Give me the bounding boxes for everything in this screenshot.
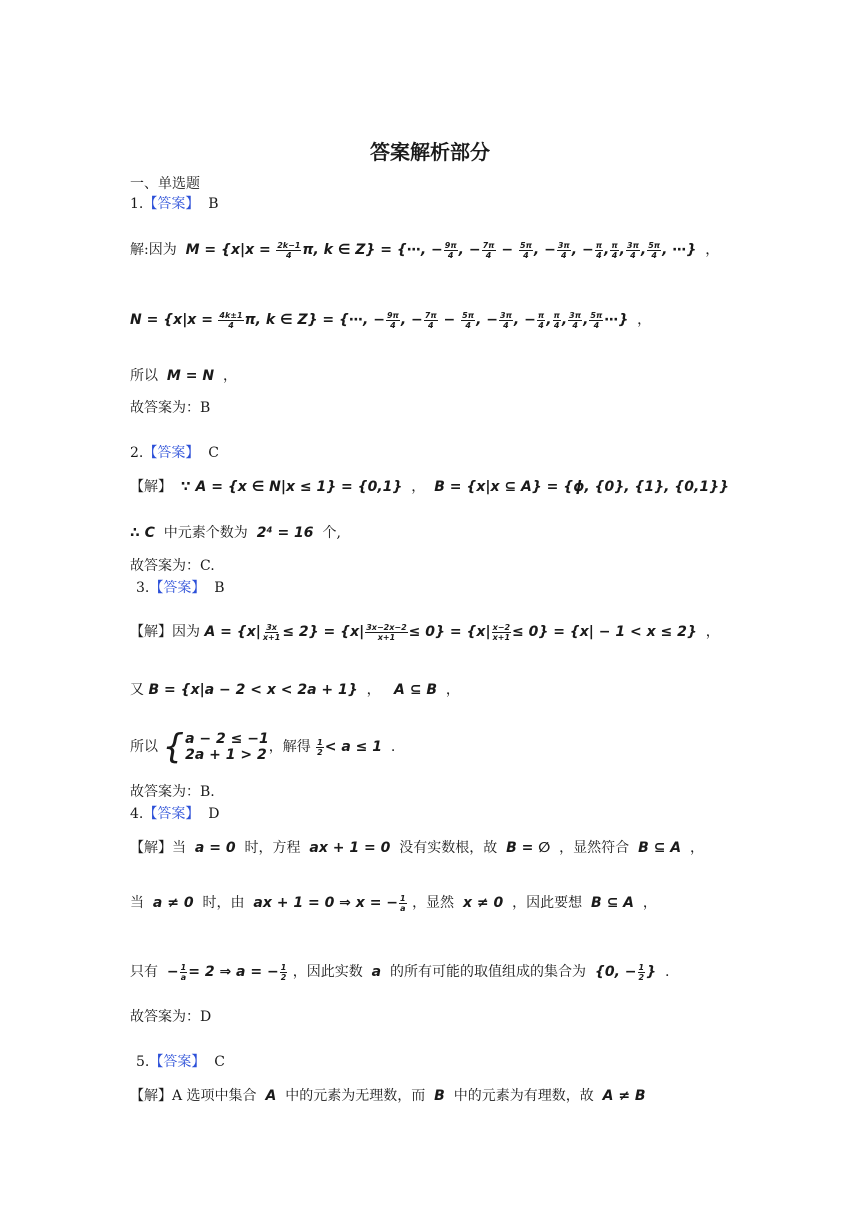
- q2-final: 故答案为：C.: [130, 558, 215, 574]
- q3-solution-b: 又 B = {x|a − 2 < x < 2a + 1} ， A ⊆ B ，: [130, 682, 460, 698]
- fraction: $\frac{2k-1}{4}$: [277, 240, 301, 260]
- fraction: $\frac{3x}{x+1}$: [262, 622, 281, 642]
- q4-solution-l1: 【解】当 a = 0 时，方程 ax + 1 = 0 没有实数根，故 B = ∅ ，显然符合 B ⊆ A ，: [130, 840, 704, 856]
- fraction: $\frac{3x-2x-2}{x+1}$: [366, 622, 407, 642]
- fraction: $\frac{x-2}{x+1}$: [492, 622, 511, 642]
- q4-solution-l3: 只有 − $\frac{1}{a}$ = 2 ⇒ a = − $\frac{1}{2}$ ，因此实数 a 的所有可能的取值组成的集合为 {0, − $\frac{1}{2}$ } .: [130, 962, 670, 982]
- answer-value: B: [208, 196, 219, 212]
- answer-value: B: [214, 580, 225, 596]
- answer-tag: 【答案】: [143, 445, 200, 461]
- q1-answer-line: 1.【答案】 B: [130, 196, 219, 212]
- page-title: 答案解析部分: [370, 140, 490, 164]
- answer-tag: 【答案】: [149, 1054, 206, 1070]
- q1-final: 故答案为：B: [130, 400, 211, 416]
- fraction: $\frac{3\pi}{4}$: [569, 310, 582, 330]
- section-heading: 一、单选题: [130, 176, 200, 192]
- q2-solution-c: ∴ C 中元素个数为 2⁴ = 16 个,: [130, 525, 341, 541]
- q1-conclusion: 所以 M = N ，: [130, 368, 237, 384]
- fraction: $\frac{5\pi}{4}$: [462, 310, 475, 330]
- q5-solution-l1: 【解】A 选项中集合 A 中的元素为无理数，而 B 中的元素为有理数，故 A ≠ B: [130, 1088, 646, 1104]
- q4-solution-l2: 当 a ≠ 0 时，由 ax + 1 = 0 ⇒ x = − $\frac{1}{a}$ ，显然 x ≠ 0 ，因此要想 B ⊆ A ，: [130, 893, 657, 913]
- fraction: $\frac{9\pi}{4}$: [386, 310, 399, 330]
- q3-solution-system: 所以 { a − 2 ≤ −1 2a + 1 > 2 ，解得 $\frac{1}{2}$ < a ≤ 1 .: [130, 727, 396, 767]
- q3-solution-a: 【解】因为 A = {x| $\frac{3x}{x+1}$ ≤ 2} = {x| $\frac{3x-2x-2}{x+1}$ ≤ 0} = {x| $\frac{x-2}{x+1}$ ≤ 0} = {x| − 1 < x ≤ 2} ，: [130, 622, 720, 642]
- answer-value: D: [208, 806, 220, 822]
- q3-answer-line: 3.【答案】 B: [136, 580, 225, 596]
- answer-tag: 【答案】: [143, 806, 200, 822]
- q2-solution-ab: 【解】 ∵ A = {x ∈ N|x ≤ 1} = {0,1} ， B = {x|x ⊆ A} = {ϕ, {0}, {1}, {0,1}}: [130, 479, 729, 495]
- q1-solution-n: N = {x|x = $\frac{4k\pm 1}{4}$ π, k ∈ Z} = {⋯, − $\frac{9\pi}{4}$ , − $\frac{7\pi}{4}$ − $\frac{5\pi}{4}$ , − $\frac{3\pi}{4}$ , − $\frac{\pi}{4}$ , $\frac{\pi}{4}$ , $\frac{3\pi}{4}$ , $\frac{5\pi}{4}$ ⋯} ，: [130, 310, 652, 330]
- fraction: $\frac{3\pi}{4}$: [627, 240, 639, 260]
- fraction: $\frac{4k\pm 1}{4}$: [219, 310, 243, 330]
- answer-tag: 【答案】: [149, 580, 206, 596]
- q1-solution-m: 解:因为 M = {x|x = $\frac{2k-1}{4}$ π, k ∈ Z} = {⋯, − $\frac{9\pi}{4}$ , − $\frac{7\pi}{4}$ − $\frac{5\pi}{4}$ , − $\frac{3\pi}{4}$ , − $\frac{\pi}{4}$ , $\frac{\pi}{4}$ , $\frac{3\pi}{4}$ , $\frac{5\pi}{4}$ , ⋯} ，: [130, 240, 720, 260]
- fraction: $\frac{1}{2}$: [280, 962, 287, 982]
- fraction: $\frac{7\pi}{4}$: [482, 240, 495, 260]
- inequality-system: { a − 2 ≤ −1 2a + 1 > 2: [162, 727, 269, 767]
- fraction: $\frac{3\pi}{4}$: [557, 240, 570, 260]
- fraction: $\frac{1}{2}$: [638, 962, 645, 982]
- fraction: $\frac{\pi}{4}$: [611, 240, 618, 260]
- q4-answer-line: 4.【答案】 D: [130, 806, 220, 822]
- fraction: $\frac{7\pi}{4}$: [424, 310, 437, 330]
- answer-value: C: [208, 445, 219, 461]
- fraction: $\frac{9\pi}{4}$: [444, 240, 457, 260]
- q3-final: 故答案为：B.: [130, 784, 215, 800]
- answer-tag: 【答案】: [143, 196, 200, 212]
- q5-answer-line: 5.【答案】 C: [136, 1054, 225, 1070]
- fraction: $\frac{\pi}{4}$: [553, 310, 560, 330]
- fraction: $\frac{1}{a}$: [180, 962, 187, 982]
- fraction: $\frac{\pi}{4}$: [537, 310, 545, 330]
- fraction: $\frac{5\pi}{4}$: [520, 240, 532, 260]
- q4-final: 故答案为：D: [130, 1009, 212, 1025]
- fraction: $\frac{\pi}{4}$: [595, 240, 603, 260]
- fraction: $\frac{5\pi}{4}$: [648, 240, 661, 260]
- fraction: $\frac{5\pi}{4}$: [590, 310, 603, 330]
- fraction: $\frac{1}{2}$: [317, 737, 323, 757]
- fraction: $\frac{3\pi}{4}$: [500, 310, 512, 330]
- answer-value: C: [214, 1054, 225, 1070]
- q2-answer-line: 2.【答案】 C: [130, 445, 219, 461]
- fraction: $\frac{1}{a}$: [400, 893, 406, 913]
